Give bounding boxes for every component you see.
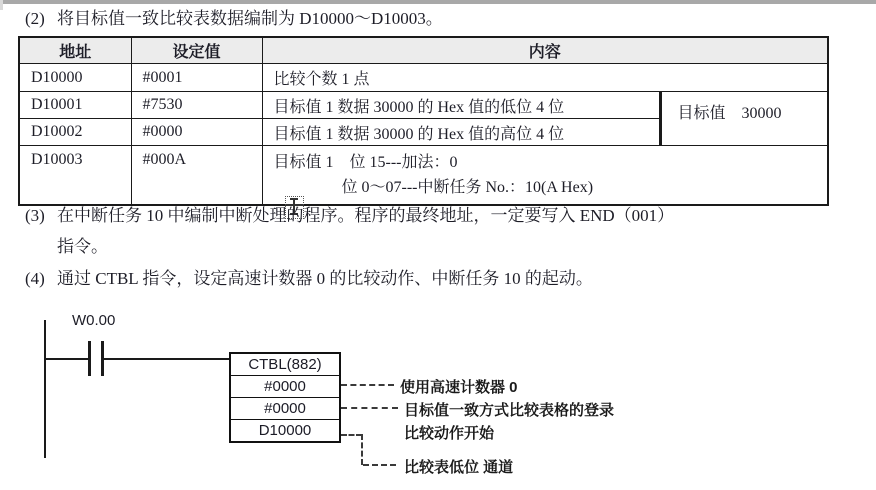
compare-table <box>18 36 829 206</box>
ctbl-instruction-box <box>229 352 341 443</box>
wire-left <box>45 358 88 360</box>
annotation-op1: 使用高速计数器 0 <box>400 379 518 396</box>
cell-content: 目标值 1 数据 30000 的 Hex 值的高位 4 位 <box>262 119 660 146</box>
instruction-mnemonic: CTBL(882) <box>248 356 322 373</box>
step-4-number: (4) <box>25 269 45 288</box>
step-3-text-line2: 指令。 <box>57 237 108 256</box>
dash-connector-op1 <box>341 384 394 386</box>
cell-target-note: 目标值 30000 <box>660 92 828 146</box>
step-2-number: (2) <box>25 9 45 28</box>
cell-address: D10001 <box>19 92 131 119</box>
step-2-text: 将目标值一致比较表数据编制为 D10000～D10003。 <box>57 9 443 28</box>
operand-3: D10000 <box>231 419 339 441</box>
dash-connector-op3-h1 <box>341 434 362 436</box>
cell-address: D10002 <box>19 119 131 146</box>
power-rail <box>44 320 46 458</box>
cell-value: #7530 <box>131 92 262 119</box>
cell-content: 目标值 1 数据 30000 的 Hex 值的低位 4 位 <box>262 92 660 119</box>
contact-bar-left <box>88 341 91 376</box>
cell-value: #000A <box>131 146 262 206</box>
wire-to-box <box>104 358 229 360</box>
cell-content <box>262 146 828 206</box>
dash-connector-op3-v <box>361 434 363 465</box>
table-header-row <box>19 37 828 64</box>
cell-value: #0001 <box>131 64 262 92</box>
content-line-2: 位 0～07---中断任务 No.：10(A Hex) <box>341 179 594 196</box>
step-3-number: (3) <box>25 206 45 225</box>
cell-address: D10003 <box>19 146 131 206</box>
table-row <box>19 64 828 92</box>
header-set-value: 设定值 <box>131 37 262 64</box>
table-row <box>19 92 828 119</box>
step-3-text-line1: 在中断任务 10 中编制中断处理的程序。程序的最终地址，一定要写入 END（001） <box>57 206 675 225</box>
step-4-text: 通过 CTBL 指令，设定高速计数器 0 的比较动作、中断任务 10 的起动。 <box>57 269 593 288</box>
table-row <box>19 146 828 206</box>
window-top-edge <box>0 0 876 4</box>
dash-connector-op3-h2 <box>363 464 396 466</box>
annotation-op2-line1: 目标值一致方式比较表格的登录 <box>404 402 615 419</box>
cell-value: #0000 <box>131 119 262 146</box>
header-address: 地址 <box>19 37 131 64</box>
operand-1: #0000 <box>231 375 339 397</box>
content-line-1: 目标值 1 位 15---加法：0 <box>273 154 458 171</box>
header-content: 内容 <box>262 37 828 64</box>
annotation-op2-line2: 比较动作开始 <box>404 425 495 442</box>
cell-address: D10000 <box>19 64 131 92</box>
annotation-op3: 比较表低位 通道 <box>404 459 514 476</box>
window-left-edge <box>0 0 3 10</box>
operand-2: #0000 <box>231 397 339 419</box>
contact-address-label: W0.00 <box>72 312 116 329</box>
cell-content: 比较个数 1 点 <box>262 64 828 92</box>
dash-connector-op2 <box>341 407 398 409</box>
